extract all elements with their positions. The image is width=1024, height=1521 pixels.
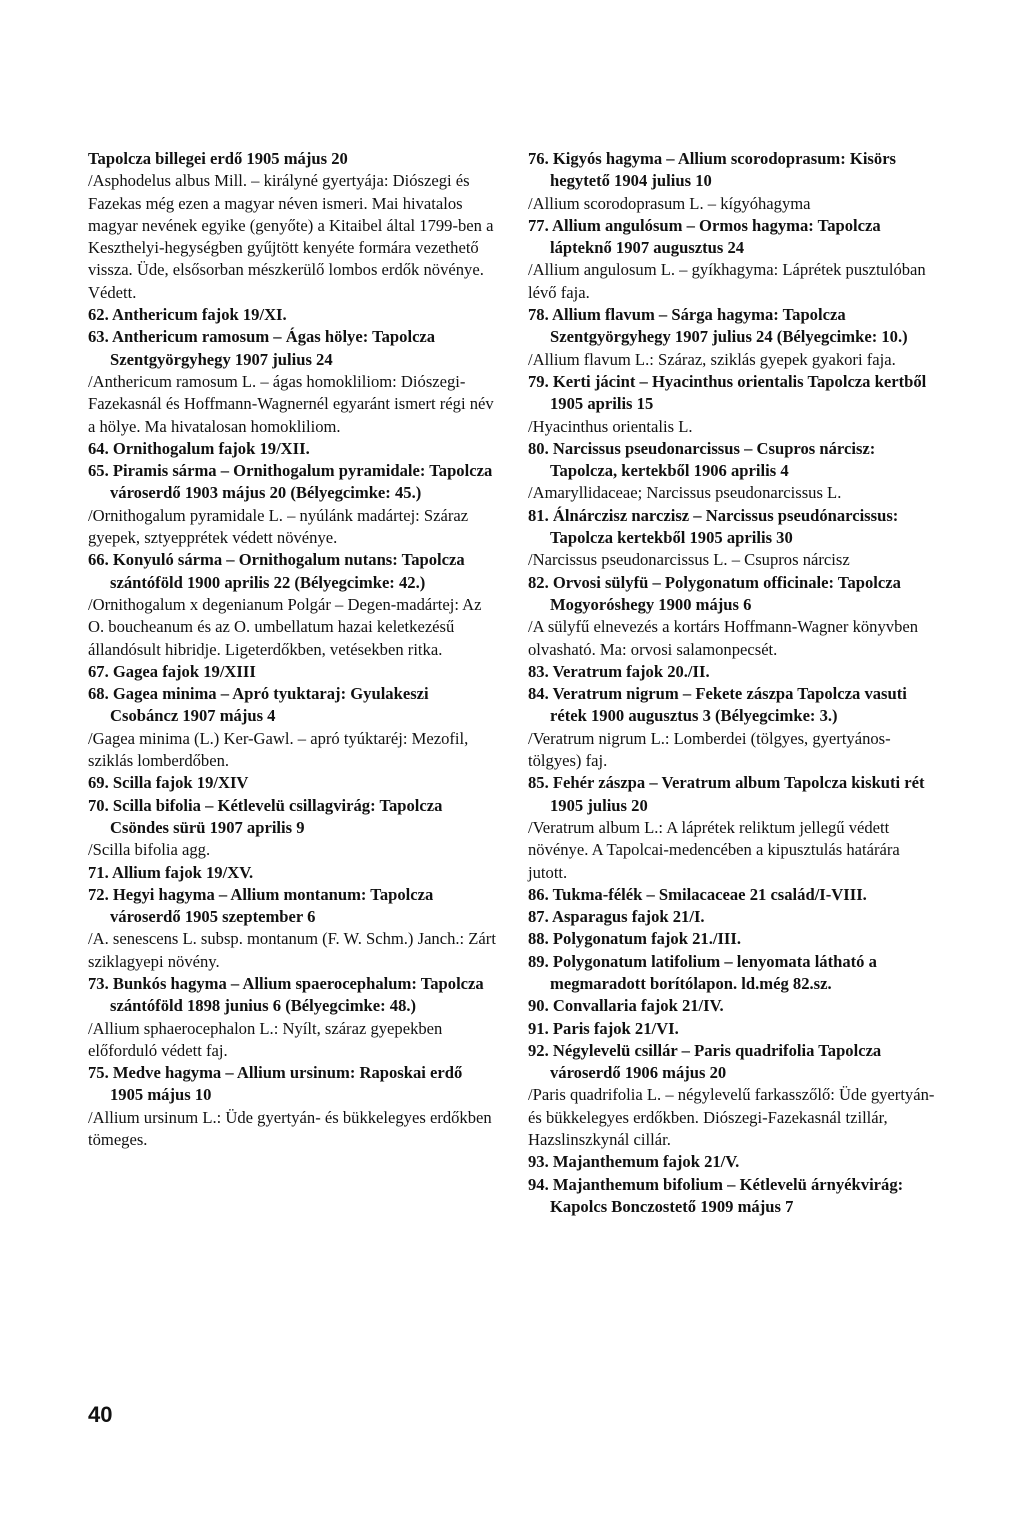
heading-79: 79. Kerti jácint – Hyacinthus orientalis Tapolcza kertből 1905 aprilis 15 (528, 371, 927, 414)
heading-67: 67. Gagea fajok 19/XIII (88, 661, 256, 681)
text-allium-sphaerocephalon: /Allium sphaerocephalon L.: Nyílt, száraz gyepekben előforduló védett faj. (88, 1018, 443, 1060)
text-sulyfu: /A sülyfű elnevezés a kortárs Hoffmann-Wagner könyvben olvasható. Ma: orvosi salamonpecsét. (528, 617, 919, 659)
heading-76: 76. Kigyós hagyma – Allium scorodoprasum: Kisörs hegytető 1904 julius 10 (528, 149, 897, 191)
heading-64: 64. Ornithogalum fajok 19/XII. (88, 438, 310, 458)
heading-63: 63. Anthericum ramosum – Ágas hölye: Tapolcza Szentgyörgyhegy 1907 julius 24 (88, 327, 436, 369)
text-allium-ursinum: /Allium ursinum L.: Üde gyertyán- és bükkelegyes erdőkben tömeges. (88, 1107, 492, 1150)
heading-66: 66. Konyuló sárma – Ornithogalum nutans: Tapolcza szántóföld 1900 aprilis 22 (Bélyegcimke: 42.) (88, 550, 465, 592)
text-narcissus-80: /Amaryllidaceae; Narcissus pseudonarcissus L. (528, 483, 842, 503)
right-column (528, 148, 936, 1218)
text-narcissus-81: /Narcissus pseudonarcissus L. – Csupros nárcisz (528, 550, 850, 570)
heading-85: 85. Fehér zászpa – Veratrum album Tapolcza kiskuti rét 1905 julius 20 (528, 773, 925, 815)
text-paris: /Paris quadrifolia L. – négylevelű farkasszőlő: Üde gyertyán- és bükkelegyes erdőkben. Diószegi-Fazekasnál tzillár, Hazslinszkynál cillár. (528, 1085, 935, 1150)
heading-80: 80. Narcissus pseudonarcissus – Csupros nárcisz: Tapolcza, kertekből 1906 aprilis 4 (528, 438, 876, 481)
heading-70: 70. Scilla bifolia – Kétlevelü csillagvirág: Tapolcza Csöndes sürü 1907 aprilis 9 (88, 795, 443, 837)
text-asphodelus: /Asphodelus albus Mill. – királyné gyertyája: Diószegi és Fazekas még ezen a magyar néven ismeri. Mai hivatalos magyar nevének egyike (genyőte) a Kitaibel által 1799-ben a Keszthelyi-hegységben gyűjtött kenyéte formára vezethető vissza. Üde, elsősorban mészkerülő lombos erdők növénye. Védett. (88, 171, 494, 302)
heading-83: 83. Veratrum fajok 20./II. (528, 661, 710, 681)
text-veratrum-nigrum: /Veratrum nigrum L.: Lomberdei (tölgyes, gyertyános-tölgyes) faj. (528, 728, 891, 771)
heading-91: 91. Paris fajok 21/VI. (528, 1018, 679, 1038)
heading-88: 88. Polygonatum fajok 21./III. (528, 929, 741, 949)
text-allium-angulosum: /Allium angulosum L. – gyíkhagyma: Láprétek pusztulóban lévő faja. (528, 260, 926, 302)
heading-billegei: Tapolcza billegei erdő 1905 május 20 (88, 149, 348, 168)
heading-89: 89. Polygonatum latifolium – lenyomata látható a megmaradott borítólapon. ld.még 82.sz. (528, 951, 877, 993)
heading-68: 68. Gagea minima – Apró tyuktaraj: Gyulakeszi Csobáncz 1907 május 4 (88, 684, 429, 726)
heading-92: 92. Négylevelü csillár – Paris quadrifolia Tapolcza városerdő 1906 május 20 (528, 1040, 882, 1083)
text-ornithogalum-degenianum: /Ornithogalum x degenianum Polgár – Degen-madártej: Az O. boucheanum és az O. umbellatum hazai keletkezésű állandósult hibridje. Ligeterdőkben, vetésekben ritka. (88, 594, 482, 659)
heading-82: 82. Orvosi sülyfü – Polygonatum officinale: Tapolcza Mogyoróshegy 1900 május 6 (528, 572, 901, 614)
page-number: 40 (88, 1402, 113, 1427)
text-anthericum: /Anthericum ramosum L. – ágas homokliliom: Diószegi-Fazekasnál és Hoffmann-Wagnernél egyaránt ismert régi név a hölye. Ma hivatalosan homokliliom. (88, 371, 494, 436)
heading-78: 78. Allium flavum – Sárga hagyma: Tapolcza Szentgyörgyhegy 1907 julius 24 (Bélyegcimke: 10.) (528, 305, 908, 347)
text-veratrum-album: /Veratrum album L.: A láprétek reliktum jellegű védett növénye. A Tapolcai-medencében a kipusztulás határára jutott. (528, 817, 900, 882)
heading-90: 90. Convallaria fajok 21/IV. (528, 996, 724, 1016)
text-allium-flavum: /Allium flavum L.: Száraz, sziklás gyepek gyakori faja. (528, 349, 896, 369)
heading-94: 94. Majanthemum bifolium – Kétlevelü árnyékvirág: Kapolcs Bonczostető 1909 május 7 (528, 1174, 904, 1216)
heading-84: 84. Veratrum nigrum – Fekete zászpa Tapolcza vasuti rétek 1900 augusztus 3 (Bélyegcimke: 3.) (528, 684, 907, 726)
text-hyacinthus: /Hyacinthus orientalis L. (528, 416, 693, 436)
heading-86: 86. Tukma-félék – Smilacaceae 21 család/I-VIII. (528, 884, 867, 904)
text-allium-montanum: /A. senescens L. subsp. montanum (F. W. Schm.) Janch.: Zárt sziklagyepi növény. (88, 929, 496, 971)
heading-71: 71. Allium fajok 19/XV. (88, 862, 254, 882)
left-column (88, 148, 496, 1151)
text-allium-scorodoprasum: /Allium scorodoprasum L. – kígyóhagyma (528, 193, 811, 213)
text-gagea: /Gagea minima (L.) Ker-Gawl. – apró tyúktaréj: Mezofil, sziklás lomberdőben. (88, 728, 469, 771)
heading-81: 81. Álnárczisz narczisz – Narcissus pseudónarcissus: Tapolcza kertekből 1905 aprilis 30 (528, 505, 899, 548)
heading-93: 93. Majanthemum fajok 21/V. (528, 1152, 740, 1172)
heading-72: 72. Hegyi hagyma – Allium montanum: Tapolcza városerdő 1905 szeptember 6 (88, 884, 434, 927)
heading-75: 75. Medve hagyma – Allium ursinum: Raposkai erdő 1905 május 10 (88, 1063, 463, 1105)
heading-69: 69. Scilla fajok 19/XIV (88, 773, 249, 793)
heading-73: 73. Bunkós hagyma – Allium spaerocephalum: Tapolcza szántóföld 1898 junius 6 (Bélyegcimke: 48.) (88, 973, 484, 1016)
heading-77: 77. Allium angulósum – Ormos hagyma: Tapolcza lápteknő 1907 augusztus 24 (528, 215, 881, 258)
text-scilla: /Scilla bifolia agg. (88, 840, 211, 860)
text-ornithogalum-pyramidale: /Ornithogalum pyramidale L. – nyúlánk madártej: Száraz gyepek, sztyepprétek védett növénye. (88, 505, 469, 548)
heading-62: 62. Anthericum fajok 19/XI. (88, 305, 287, 325)
heading-87: 87. Asparagus fajok 21/I. (528, 907, 705, 927)
heading-65: 65. Piramis sárma – Ornithogalum pyramidale: Tapolcza városerdő 1903 május 20 (Bélyegcimke: 45.) (88, 461, 493, 503)
